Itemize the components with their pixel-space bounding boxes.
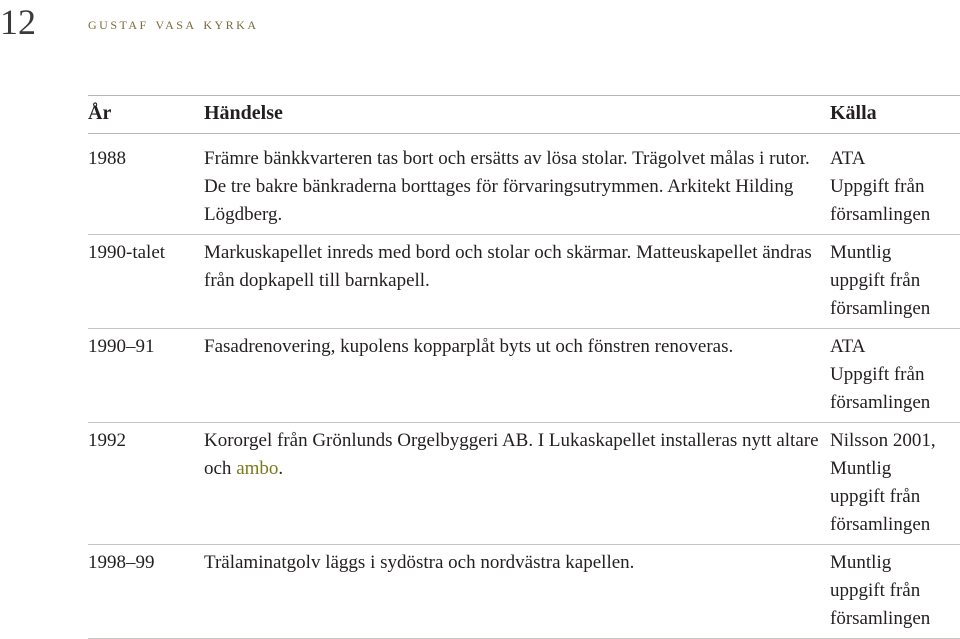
row-event: Fasadrenovering, kupolens kopparplåt byts ut och fönstren renoveras. [204,329,830,423]
event-text: Kororgel från Grönlunds Orgelbyggeri AB. I Lukaskapellet installeras nytt altare och [204,430,819,479]
table-row [88,134,960,235]
column-header-source: Källa [830,96,960,134]
row-source [830,235,960,329]
row-event: Trälaminatgolv läggs i sydöstra och nordvästra kapellen. [204,545,830,639]
table-row [88,423,960,545]
row-source [830,545,960,639]
source-line: Uppgift från [830,176,925,197]
source-line: församlingen [830,204,931,225]
source-line: Uppgift från [830,364,925,385]
table-header-row [88,96,960,134]
row-event: Markuskapellet inreds med bord och stolar och skärmar. Matteuskapellet ändras från dopkapell till barnkapell. [204,235,830,329]
source-line: församlingen [830,514,931,535]
highlighted-term: ambo [236,458,279,479]
source-line: Muntlig [830,242,892,263]
row-year: 1990–91 [88,329,204,423]
running-title: gustaf vasa kyrka [88,14,259,33]
row-year: 1998–99 [88,545,204,639]
column-header-event: Händelse [204,96,830,134]
row-year: 1988 [88,134,204,235]
table-row [88,545,960,639]
chronology-table [88,96,960,639]
source-line: Muntlig [830,552,892,573]
source-line: uppgift från [830,486,921,507]
row-event [204,423,830,545]
source-line: ATA [830,148,866,169]
event-text-end: . [278,458,284,479]
column-header-year: År [88,96,204,134]
row-source [830,329,960,423]
row-year: 1990-talet [88,235,204,329]
source-line: församlingen [830,392,931,413]
page-number: 12 [0,2,36,42]
row-year: 1992 [88,423,204,545]
source-line: församlingen [830,298,931,319]
table-row [88,235,960,329]
source-line: ATA [830,336,866,357]
source-line: församlingen [830,608,931,629]
source-line: uppgift från [830,580,921,601]
row-source [830,423,960,545]
source-line: Muntlig [830,458,892,479]
table-row [88,329,960,423]
source-line: Nilsson 2001, [830,430,936,451]
source-line: uppgift från [830,270,921,291]
row-event: Främre bänkkvarteren tas bort och ersätts av lösa stolar. Trägolvet målas i rutor. De tre bakre bänkraderna borttages för förvaringsutrymmen. Arkitekt Hilding Lögdberg. [204,134,830,235]
row-source [830,134,960,235]
